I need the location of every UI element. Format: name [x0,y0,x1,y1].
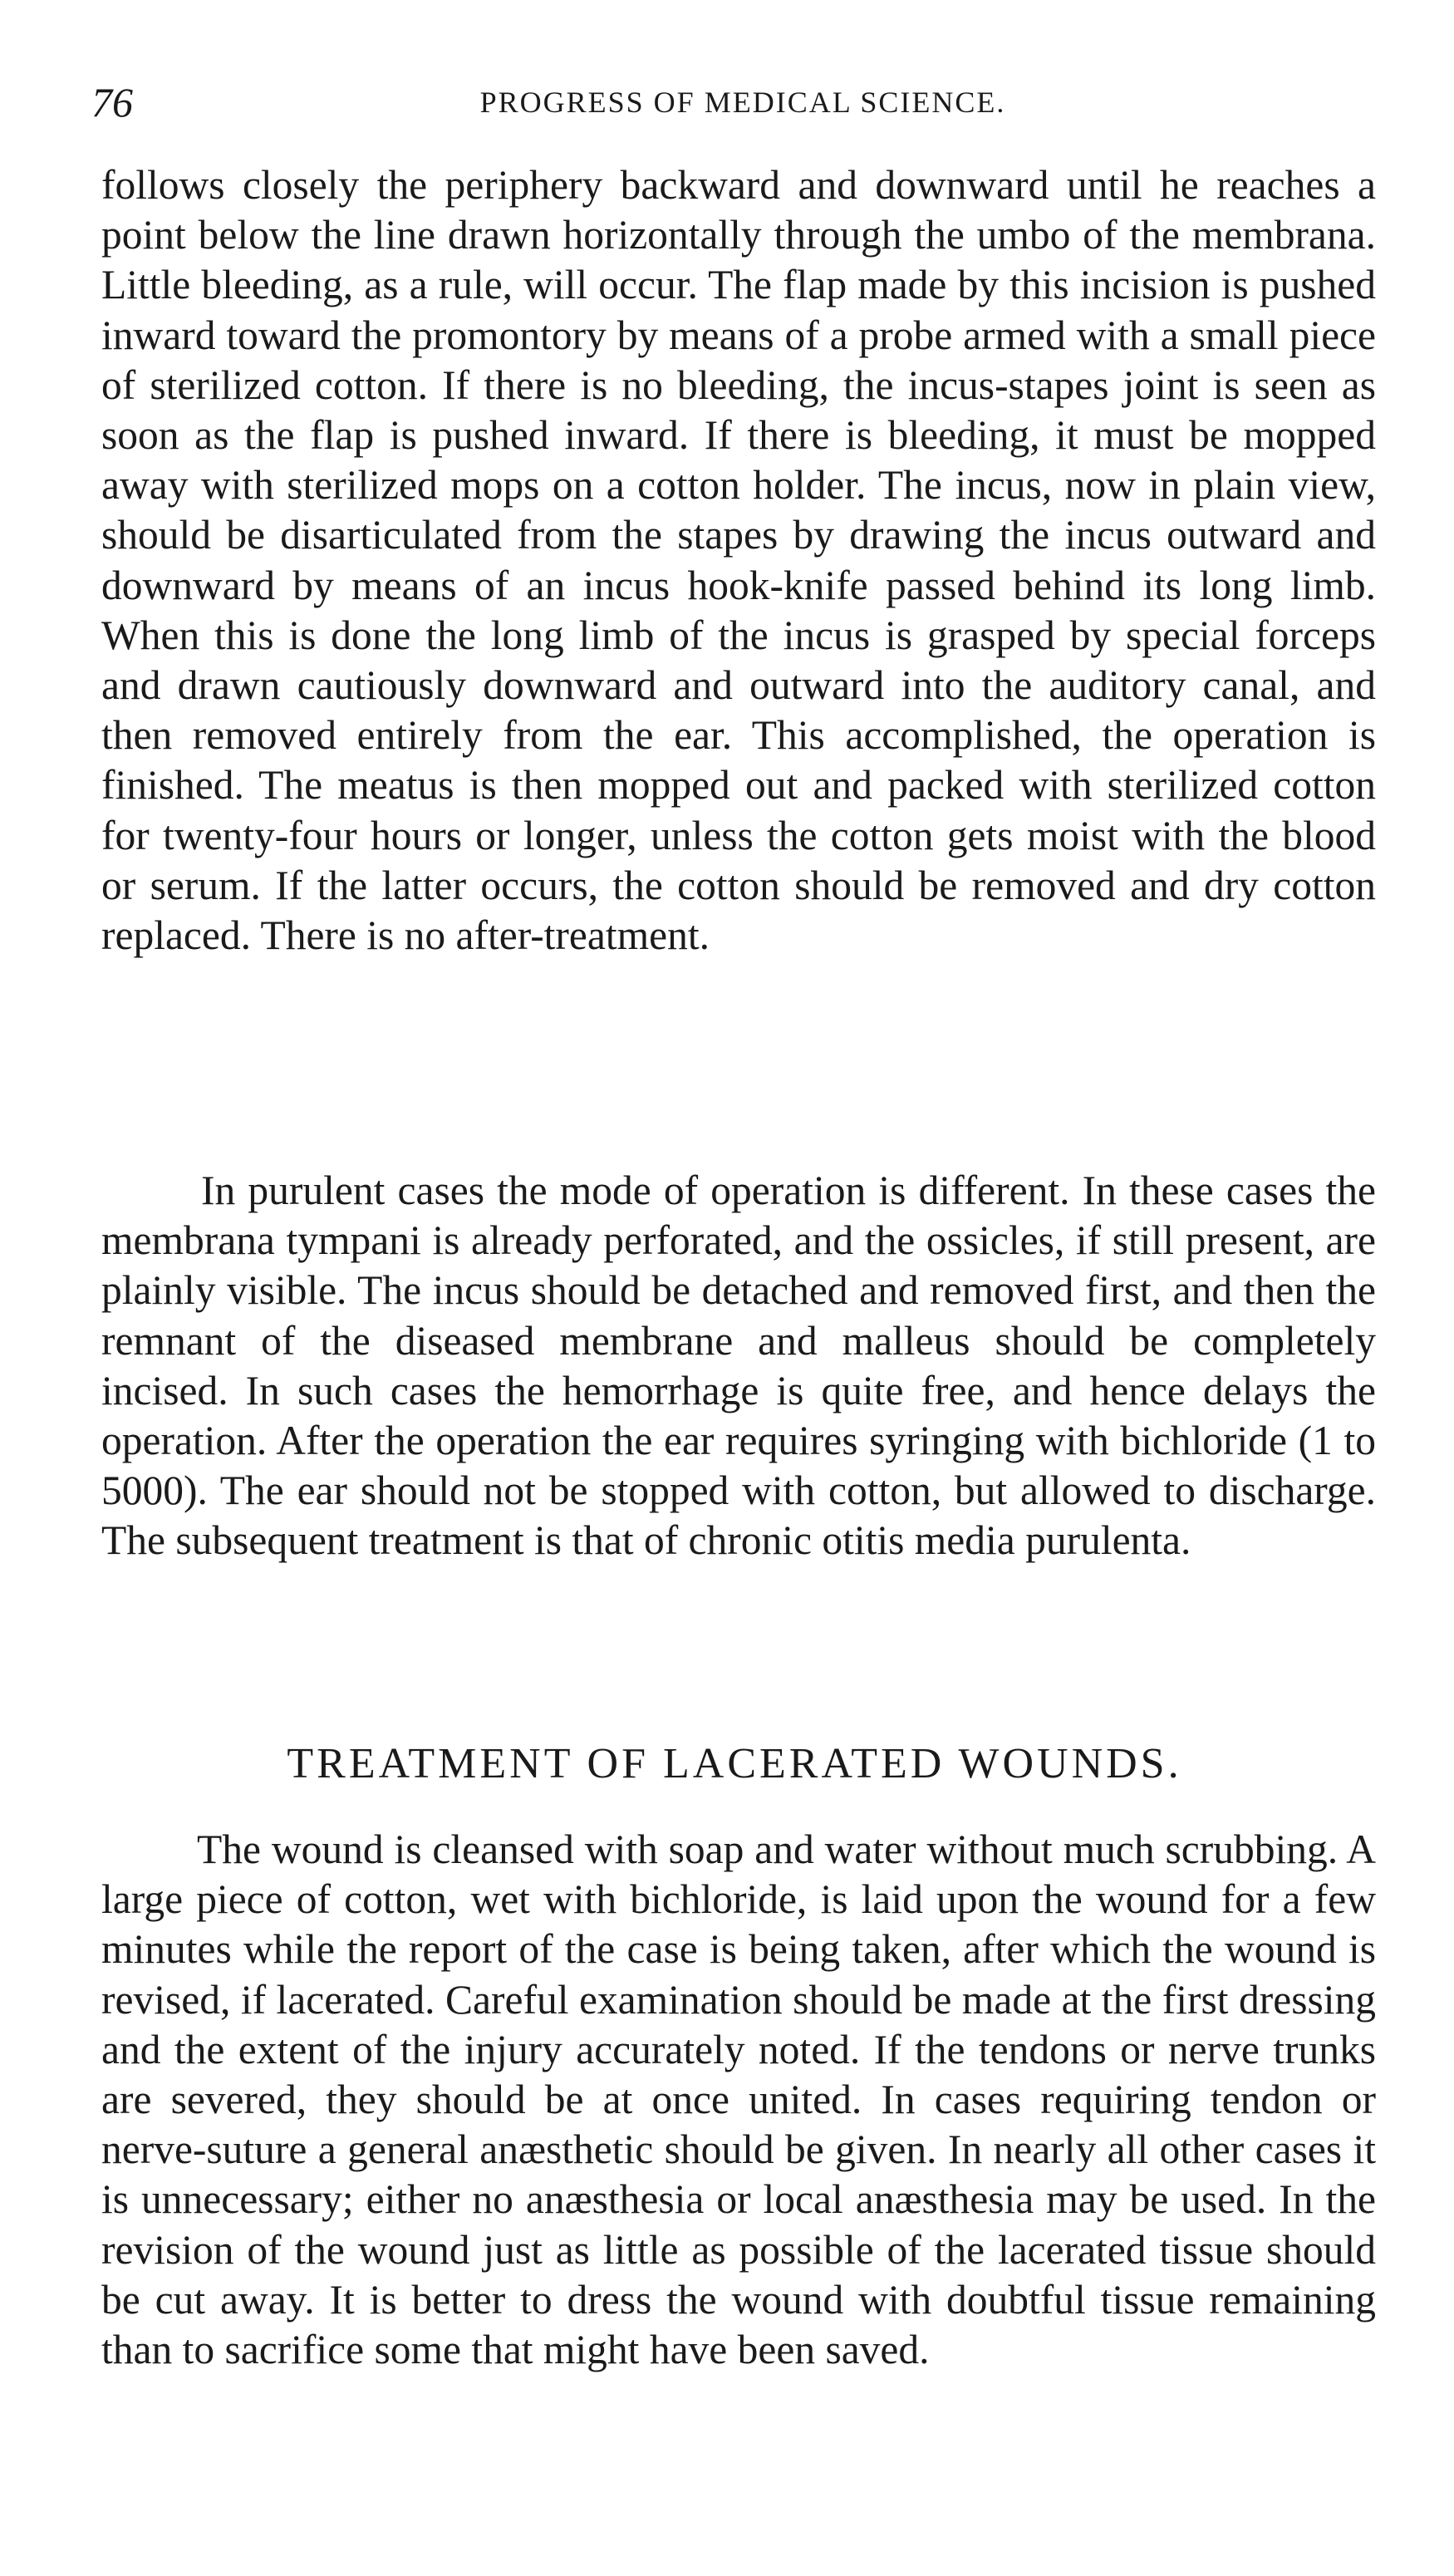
running-title: PROGRESS OF MEDICAL SCIENCE. [479,86,1006,119]
paragraph-operation-continued [101,160,1376,961]
section-heading: TREATMENT OF LACERATED WOUNDS. [287,1740,1182,1787]
paragraph-purulent-cases [101,1166,1376,1566]
running-head [86,73,1383,131]
paragraph-lacerated-wounds [101,1825,1376,2375]
paragraph-text: The wound is cleansed with soap and water without much scrubbing. A large piece of cotton, wet with bichloride, is laid upon the wound for a few minutes while the report of the case is being taken, after which the wound is revised, if lacerated. Careful examination should be made at the first dressing and the extent of the injury accurately noted. If the tendons or nerve trunks are severed, they should be at once united. In cases requiring tendon or nerve-suture a general anæsthetic should be given. In nearly all other cases it is unnecessary; either no anæsthesia or local anæsthesia may be used. In the revision of the wound just as little as possible of the lacerated tissue should be cut away. It is better to dress the wound with doubtful tissue remaining than to sacrifice some that might have been saved. [101,1826,1376,2373]
paragraph-text: In purulent cases the mode of operation is different. In these cases the membrana tympani is already perforated, and the ossicles, if still present, are plainly visible. The incus should be detached and removed first, and then the remnant of the diseased membrane and malleus should be completely incised. In such cases the hemorrhage is quite free, and hence delays the operation. After the operation the ear requires syringing with bichloride (1 to 5000). The ear should not be stopped with cotton, but allowed to discharge. The subsequent treatment is that of chronic otitis media purulenta. [101,1168,1376,1564]
page-number: 76 [91,79,133,125]
paragraph-text: follows closely the periphery backward and downward until he reaches a point below the line drawn horizontally through the umbo of the membrana. Little bleeding, as a rule, will occur. The flap made by this incision is pushed inward toward the promontory by means of a probe armed with a small piece of sterilized cotton. If there is no bleeding, the incus-stapes joint is seen as soon as the flap is pushed inward. If there is bleeding, it must be mopped away with sterilized mops on a cotton holder. The incus, now in plain view, should be disarticulated from the stapes by drawing the incus outward and downward by means of an incus hook-knife passed behind its long limb. When this is done the long limb of the incus is grasped by special forceps and drawn cautiously downward and outward into the auditory canal, and then removed entirely from the ear. This accomplished, the operation is finished. The meatus is then mopped out and packed with sterilized cotton for twenty-four hours or longer, unless the cotton gets moist with the blood or serum. If the latter occurs, the cotton should be removed and dry cotton replaced. There is no after-treatment. [101,162,1376,959]
